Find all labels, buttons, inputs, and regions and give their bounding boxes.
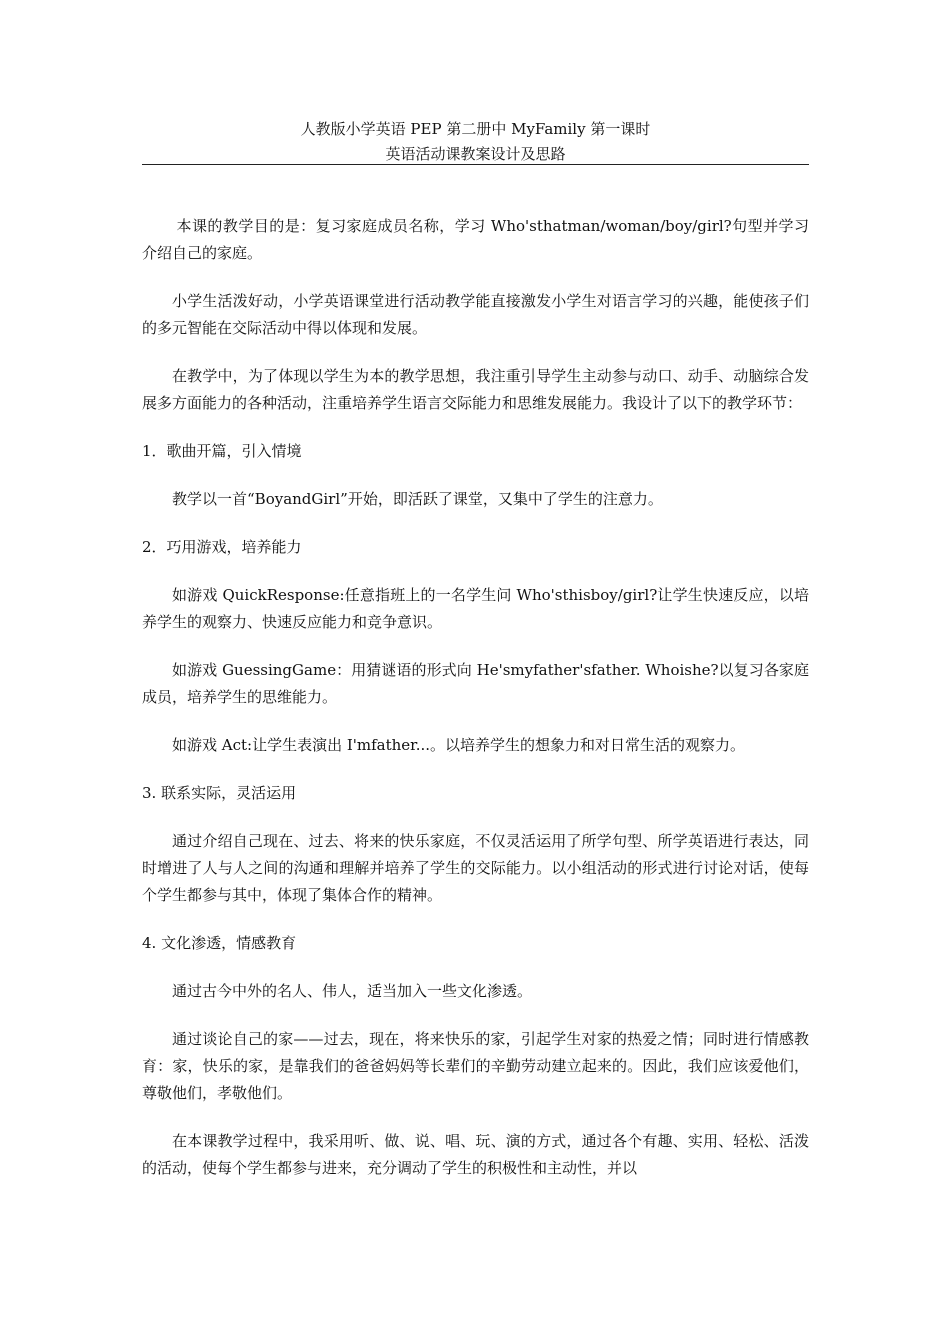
paragraph-game-quick-response: 如游戏 QuickResponse:任意指班上的一名学生问 Who'sthisboy/girl?让学生快速反应，以培养学生的观察力、快速反应能力和竞争意识。 [142, 586, 809, 631]
paragraph-culture: 通过古今中外的名人、伟人，适当加入一些文化渗透。 [172, 982, 533, 1000]
header-subtitle: 英语活动课教案设计及思路 [385, 145, 566, 163]
paragraph-emotion: 通过谈论自己的家——过去，现在，将来快乐的家，引起学生对家的热爱之情；同时进行情感教育：家，快乐的家，是靠我们的爸爸妈妈等长辈们的辛勤劳动建立起来的。因此，我们应该爱他们，尊敬他们，孝敬他们。 [142, 1030, 809, 1102]
paragraph-approach: 在教学中，为了体现以学生为本的教学思想，我注重引导学生主动参与动口、动手、动脑综合发展多方面能力的各种活动，注重培养学生语言交际能力和思维发展能力。我设计了以下的教学环节： [142, 367, 809, 412]
paragraph-song: 教学以一首“BoyandGirl”开始，即活跃了课堂，又集中了学生的注意力。 [172, 490, 663, 508]
paragraph-practice: 通过介绍自己现在、过去、将来的快乐家庭，不仅灵活运用了所学句型、所学英语进行表达，同时增进了人与人之间的沟通和理解并培养了学生的交际能力。以小组活动的形式进行讨论对话，使每个学生都参与其中，体现了集体合作的精神。 [142, 832, 809, 904]
header-divider [142, 164, 809, 165]
section-heading-2: 2．巧用游戏，培养能力 [142, 538, 302, 556]
header-title: 人教版小学英语 PEP 第二册中 MyFamily 第一课时 [300, 120, 651, 138]
paragraph-rationale: 小学生活泼好动，小学英语课堂进行活动教学能直接激发小学生对语言学习的兴趣，能使孩子们的多元智能在交际活动中得以体现和发展。 [142, 292, 809, 337]
paragraph-objective: 本课的教学目的是：复习家庭成员名称，学习 Who'sthatman/woman/boy/girl?句型并学习介绍自己的家庭。 [142, 217, 809, 262]
paragraph-game-guessing: 如游戏 GuessingGame：用猜谜语的形式向 He'smyfather'sfather. Whoishe?以复习各家庭成员，培养学生的思维能力。 [142, 661, 809, 706]
section-heading-1: 1．歌曲开篇，引入情境 [142, 442, 302, 460]
section-heading-3: 3. 联系实际，灵活运用 [142, 784, 297, 802]
paragraph-summary: 在本课教学过程中，我采用听、做、说、唱、玩、演的方式，通过各个有趣、实用、轻松、活泼的活动，使每个学生都参与进来，充分调动了学生的积极性和主动性，并以 [142, 1132, 809, 1177]
paragraph-game-act: 如游戏 Act:让学生表演出 I'mfather...。以培养学生的想象力和对日常生活的观察力。 [172, 736, 746, 754]
document-body [142, 213, 809, 1203]
section-heading-4: 4. 文化渗透，情感教育 [142, 934, 297, 952]
document-header [142, 117, 809, 167]
